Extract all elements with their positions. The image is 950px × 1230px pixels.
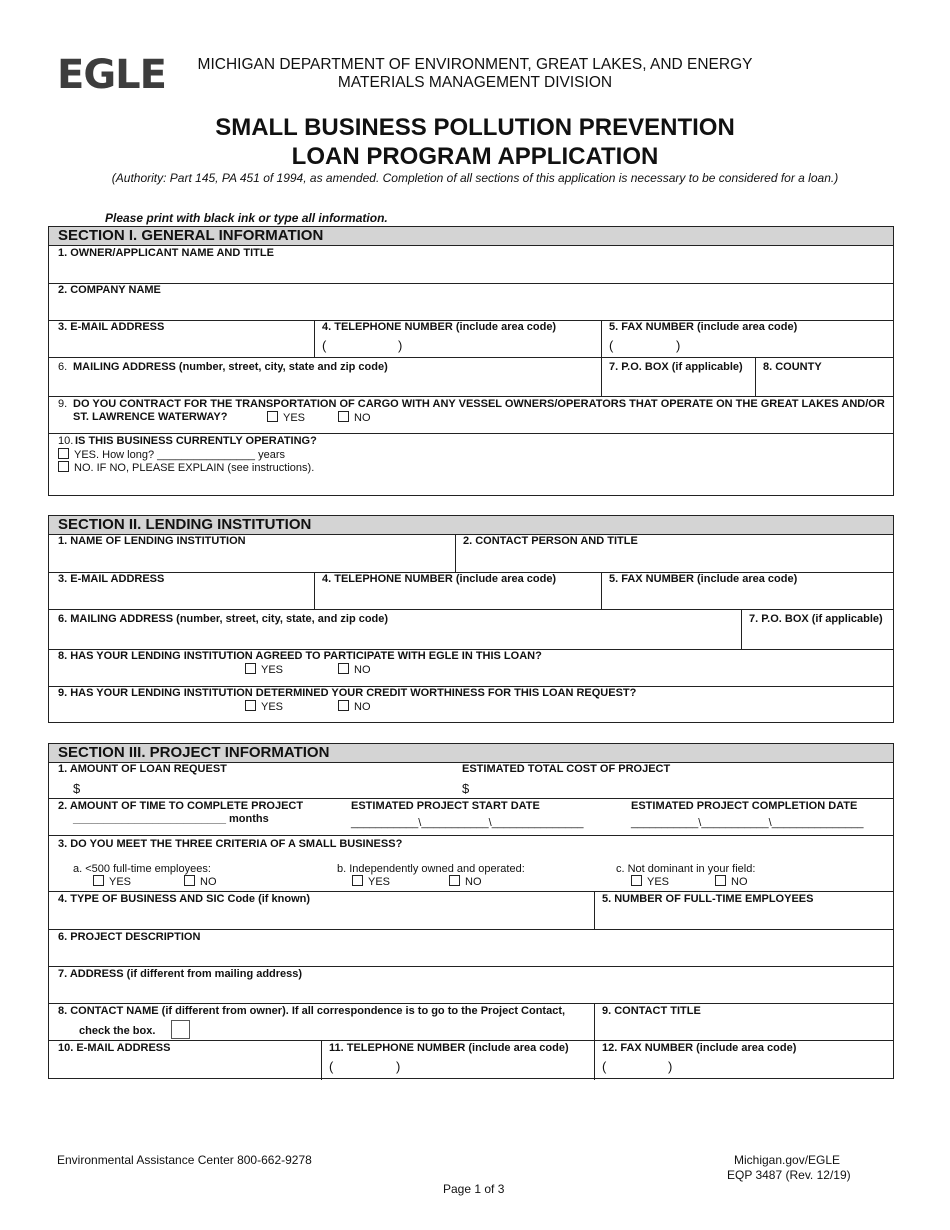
estimated-cost-label: ESTIMATED TOTAL COST OF PROJECT xyxy=(462,763,671,775)
criteria-b-yes-option[interactable]: YES xyxy=(352,875,390,888)
lender-telephone-label: 4. TELEPHONE NUMBER (include area code) xyxy=(322,573,557,585)
start-date-label: ESTIMATED PROJECT START DATE xyxy=(351,800,540,812)
employee-count-label: 5. NUMBER OF FULL-TIME EMPLOYEES xyxy=(602,893,814,905)
criteria-b-label: b. Independently owned and operated: xyxy=(337,863,525,875)
telephone-paren-open: ( xyxy=(322,338,327,353)
section-general-information xyxy=(48,226,894,496)
credit-no-option[interactable]: NO xyxy=(338,700,371,713)
credit-worthiness-label: 9. HAS YOUR LENDING INSTITUTION DETERMINED YOUR CREDIT WORTHINESS FOR THIS LOAN REQUEST? xyxy=(58,687,637,699)
contact-fax-paren-open: ( xyxy=(602,1059,607,1074)
checkbox-icon[interactable] xyxy=(245,663,256,674)
operating-yes-option[interactable]: YES. How long? ________________ years xyxy=(58,448,285,461)
project-description-label: 6. PROJECT DESCRIPTION xyxy=(58,931,201,943)
lender-contact-label: 2. CONTACT PERSON AND TITLE xyxy=(463,535,638,547)
lender-agreed-no-option[interactable]: NO xyxy=(338,663,371,676)
business-type-label: 4. TYPE OF BUSINESS AND SIC Code (if known) xyxy=(58,893,311,905)
checkbox-icon[interactable] xyxy=(715,875,726,886)
checkbox-icon[interactable] xyxy=(338,411,349,422)
contact-title-label: 9. CONTACT TITLE xyxy=(602,1005,701,1017)
division-name: MATERIALS MANAGEMENT DIVISION xyxy=(337,74,613,91)
fax-paren-open: ( xyxy=(609,338,614,353)
footer-contact: Environmental Assistance Center 800-662-9278 xyxy=(57,1153,312,1167)
lender-fax-label: 5. FAX NUMBER (include area code) xyxy=(609,573,798,585)
county-label: 8. COUNTY xyxy=(763,361,822,373)
checkbox-icon[interactable] xyxy=(338,663,349,674)
checkbox-icon[interactable] xyxy=(245,700,256,711)
footer-form-number: EQP 3487 (Rev. 12/19) xyxy=(727,1168,851,1182)
checkbox-icon[interactable] xyxy=(184,875,195,886)
logo-text: EGLE xyxy=(57,55,166,91)
email-label: 3. E-MAIL ADDRESS xyxy=(58,321,165,333)
criteria-a-no-option[interactable]: NO xyxy=(184,875,217,888)
operating-no-option[interactable]: NO. IF NO, PLEASE EXPLAIN (see instructions). xyxy=(58,461,314,474)
lender-name-label: 1. NAME OF LENDING INSTITUTION xyxy=(58,535,246,547)
months-blank[interactable]: _________________________ months xyxy=(73,813,269,825)
criteria-c-label: c. Not dominant in your field: xyxy=(616,863,756,875)
page-number: Page 1 of 3 xyxy=(443,1182,505,1196)
lender-agreed-yes-option[interactable]: YES xyxy=(245,663,283,676)
contact-telephone-paren-open: ( xyxy=(329,1059,334,1074)
mailing-address-label: MAILING ADDRESS (number, street, city, state and zip code) xyxy=(73,361,388,373)
section2-heading: SECTION II. LENDING INSTITUTION xyxy=(49,516,893,535)
telephone-label: 4. TELEPHONE NUMBER (include area code) xyxy=(322,321,557,333)
checkbox-icon[interactable] xyxy=(267,411,278,422)
project-address-label: 7. ADDRESS (if different from mailing address) xyxy=(58,968,303,980)
checkbox-icon[interactable] xyxy=(449,875,460,886)
cargo-question-label: DO YOU CONTRACT FOR THE TRANSPORTATION OF CARGO WITH ANY VESSEL OWNERS/OPERATORS THAT OPERATE ON THE GREAT LAKES AND/OR xyxy=(73,398,885,410)
contact-telephone-paren-close: ) xyxy=(396,1059,401,1074)
contact-fax-paren-close: ) xyxy=(668,1059,673,1074)
completion-date-label: ESTIMATED PROJECT COMPLETION DATE xyxy=(631,800,858,812)
checkbox-icon[interactable] xyxy=(352,875,363,886)
contact-email-label: 10. E-MAIL ADDRESS xyxy=(58,1042,171,1054)
criteria-c-yes-option[interactable]: YES xyxy=(631,875,669,888)
small-business-criteria-label: 3. DO YOU MEET THE THREE CRITERIA OF A SMALL BUSINESS? xyxy=(58,838,403,850)
mailing-address-number: 6. xyxy=(58,361,68,373)
criteria-a-label: a. <500 full-time employees: xyxy=(73,863,211,875)
section3-heading: SECTION III. PROJECT INFORMATION xyxy=(49,744,893,763)
telephone-paren-close: ) xyxy=(398,338,403,353)
criteria-b-no-option[interactable]: NO xyxy=(449,875,482,888)
credit-yes-option[interactable]: YES xyxy=(245,700,283,713)
estimated-cost-dollar: $ xyxy=(462,781,470,796)
form-title-line1: SMALL BUSINESS POLLUTION PREVENTION xyxy=(215,114,735,141)
loan-amount-dollar: $ xyxy=(73,781,81,796)
section-lending-institution xyxy=(48,515,894,723)
fax-label: 5. FAX NUMBER (include area code) xyxy=(609,321,798,333)
project-contact-checkbox[interactable] xyxy=(171,1020,190,1039)
checkbox-icon[interactable] xyxy=(58,448,69,459)
contact-telephone-label: 11. TELEPHONE NUMBER (include area code) xyxy=(329,1042,569,1054)
company-name-label: 2. COMPANY NAME xyxy=(58,284,161,296)
checkbox-icon[interactable] xyxy=(338,700,349,711)
operating-question-label: IS THIS BUSINESS CURRENTLY OPERATING? xyxy=(75,435,317,447)
lender-address-label: 6. MAILING ADDRESS (number, street, city, state, and zip code) xyxy=(58,613,389,625)
cargo-yes-option[interactable]: YES xyxy=(267,411,305,424)
section1-heading: SECTION I. GENERAL INFORMATION xyxy=(49,227,893,246)
section-project-information xyxy=(48,743,894,1079)
footer-website: Michigan.gov/EGLE xyxy=(734,1153,841,1167)
cargo-question-number: 9. xyxy=(58,398,68,410)
criteria-a-yes-option[interactable]: YES xyxy=(93,875,131,888)
authority-note: (Authority: Part 145, PA 451 of 1994, as amended. Completion of all sections of this application is necessary to be considered for a loan.) xyxy=(111,171,839,185)
completion-date-blank[interactable]: ___________\___________\_______________ xyxy=(631,817,864,829)
form-title-line2: LOAN PROGRAM APPLICATION xyxy=(291,143,659,170)
fax-paren-close: ) xyxy=(676,338,681,353)
po-box-label: 7. P.O. BOX (if applicable) xyxy=(609,361,743,373)
contact-fax-label: 12. FAX NUMBER (include area code) xyxy=(602,1042,797,1054)
lender-po-box-label: 7. P.O. BOX (if applicable) xyxy=(749,613,883,625)
lender-email-label: 3. E-MAIL ADDRESS xyxy=(58,573,165,585)
completion-time-label: 2. AMOUNT OF TIME TO COMPLETE PROJECT xyxy=(58,800,304,812)
loan-amount-label: 1. AMOUNT OF LOAN REQUEST xyxy=(58,763,227,775)
contact-name-label: 8. CONTACT NAME (if different from owner). If all correspondence is to go to the Project Contact, xyxy=(58,1005,566,1017)
contact-check-box-label: check the box. xyxy=(79,1025,156,1037)
cargo-no-option[interactable]: NO xyxy=(338,411,371,424)
checkbox-icon[interactable] xyxy=(58,461,69,472)
lender-agreed-label: 8. HAS YOUR LENDING INSTITUTION AGREED TO PARTICIPATE WITH EGLE IN THIS LOAN? xyxy=(58,650,542,662)
checkbox-icon[interactable] xyxy=(631,875,642,886)
cargo-question-line2: ST. LAWRENCE WATERWAY? xyxy=(73,411,228,423)
department-name: MICHIGAN DEPARTMENT OF ENVIRONMENT, GREAT LAKES, AND ENERGY xyxy=(197,56,753,73)
start-date-blank[interactable]: ___________\___________\_______________ xyxy=(351,817,584,829)
owner-name-label: 1. OWNER/APPLICANT NAME AND TITLE xyxy=(58,247,274,259)
operating-question-number: 10. xyxy=(58,435,74,447)
instruction-note: Please print with black ink or type all information. xyxy=(105,211,388,225)
checkbox-icon[interactable] xyxy=(93,875,104,886)
criteria-c-no-option[interactable]: NO xyxy=(715,875,748,888)
